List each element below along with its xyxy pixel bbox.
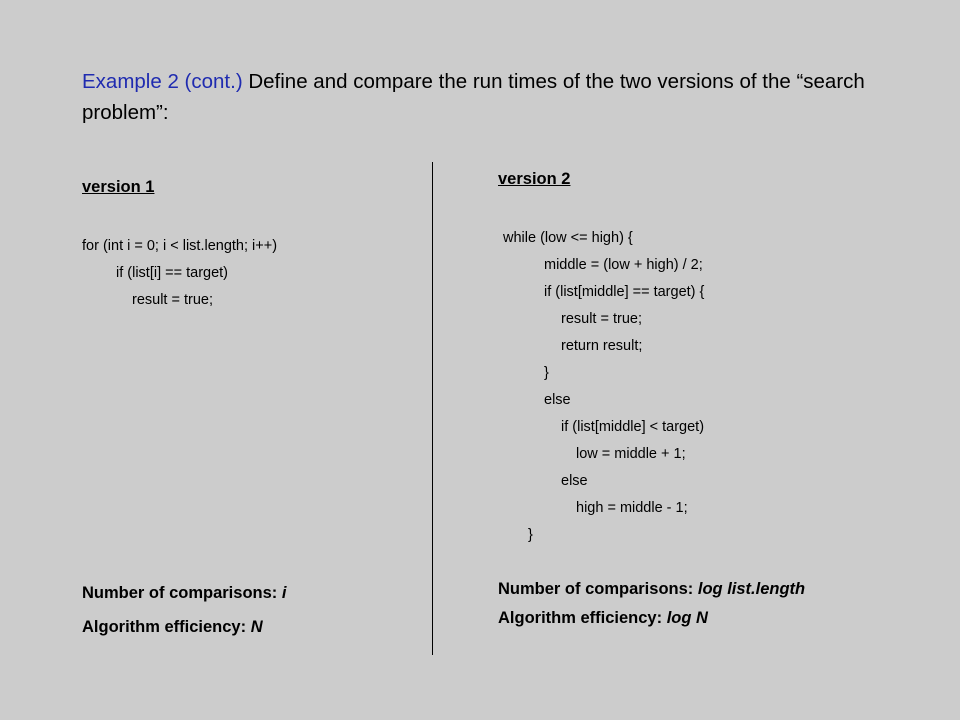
version2-comparisons-value: log list.length <box>697 580 806 598</box>
version1-comparisons-label: Number of comparisons: <box>82 584 282 602</box>
version2-code-line-8: if (list[middle] < target) <box>561 419 705 435</box>
version2-code-line-5: return result; <box>561 338 643 354</box>
title-accent: Example 2 (cont.) <box>82 70 243 93</box>
version1-code-line-2: if (list[i] == target) <box>116 265 229 281</box>
version2-code-line-10: else <box>561 473 588 489</box>
version1-efficiency-value: N <box>250 618 263 636</box>
version1-code-line-3: result = true; <box>132 292 213 308</box>
version2-efficiency-value: log N <box>666 609 708 627</box>
version2-code-line-12: } <box>528 527 533 543</box>
version2-code-line-1: while (low <= high) { <box>503 230 633 246</box>
version1-heading: version 1 <box>82 178 155 196</box>
version2-code-line-4: result = true; <box>561 311 642 327</box>
version2-heading: version 2 <box>498 170 571 188</box>
version2-code-line-6: } <box>544 365 549 381</box>
version2-code-line-2: middle = (low + high) / 2; <box>544 257 703 273</box>
version2-comparisons <box>498 580 805 599</box>
slide-title <box>82 66 902 128</box>
version2-comparisons-label: Number of comparisons: <box>498 580 698 598</box>
title-text: Define and compare the run times of the two versions of the “search problem”: <box>82 70 865 124</box>
column-divider <box>432 162 433 655</box>
version1-comparisons <box>82 584 286 603</box>
version1-efficiency-label: Algorithm efficiency: <box>82 618 251 636</box>
version2-efficiency <box>498 609 708 628</box>
version2-code-line-7: else <box>544 392 571 408</box>
version1-comparisons-value: i <box>281 584 287 602</box>
version2-code-line-9: low = middle + 1; <box>576 446 686 462</box>
version1-code-line-1: for (int i = 0; i < list.length; i++) <box>82 238 278 254</box>
version2-efficiency-label: Algorithm efficiency: <box>498 609 667 627</box>
version2-code-line-11: high = middle - 1; <box>576 500 688 516</box>
version1-efficiency <box>82 618 263 637</box>
version2-code-line-3: if (list[middle] == target) { <box>544 284 705 300</box>
